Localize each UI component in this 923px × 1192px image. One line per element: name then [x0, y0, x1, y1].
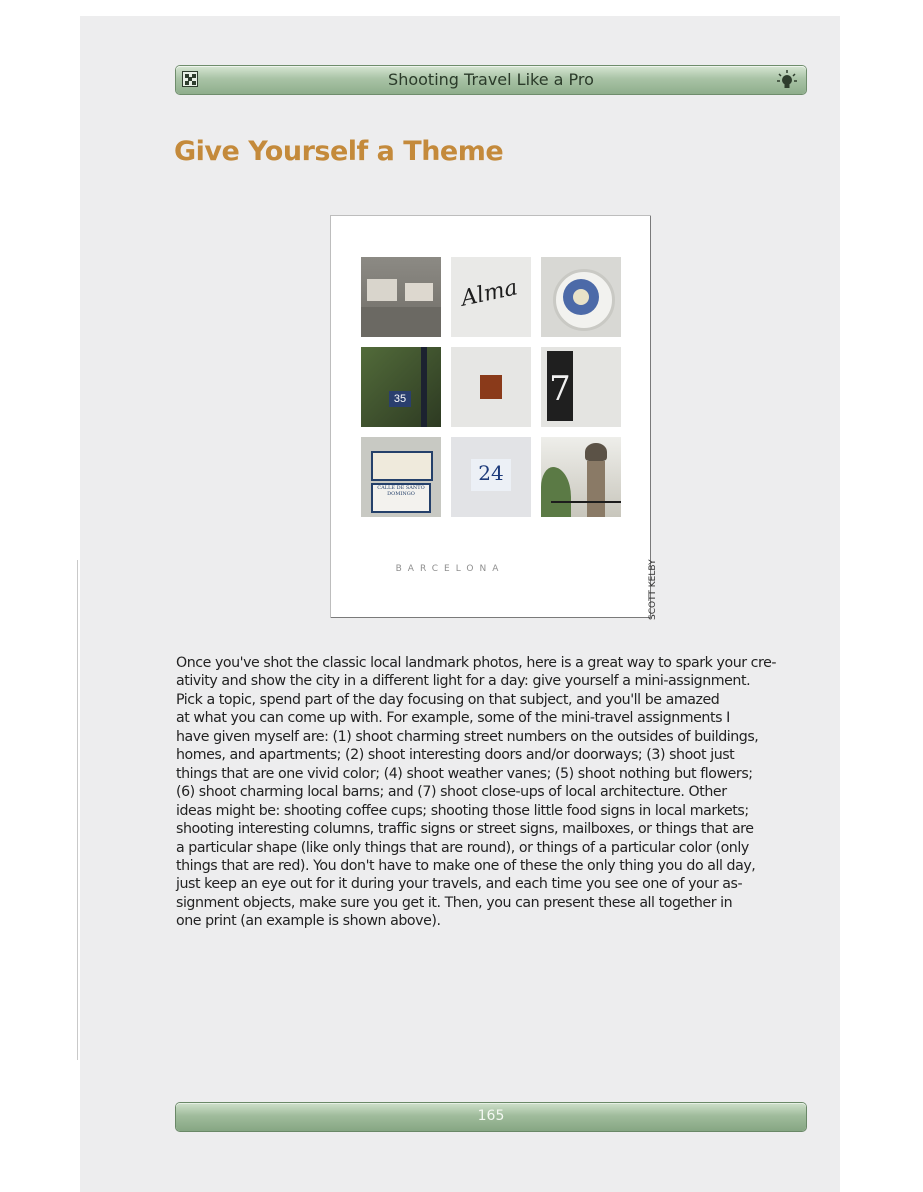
- blue-tile-medallion: [541, 257, 621, 337]
- page-footer-bar: [176, 1103, 806, 1131]
- copper-plaque-tile: [451, 347, 531, 427]
- street-sign-tile: [361, 257, 441, 337]
- urn-gate-tile: [541, 437, 621, 517]
- number-24: 24: [478, 461, 504, 485]
- collage-caption: BARCELONA: [395, 564, 505, 574]
- calle-sign-text: CALLE DE SANTO DOMINGO: [371, 483, 431, 513]
- body-line: Pick a topic, spend part of the day focusing on that subject, and you'll be amazed: [176, 691, 720, 708]
- number-24-tile: [451, 437, 531, 517]
- photo-credit: SCOTT KELBY: [648, 559, 658, 620]
- body-line: signment objects, make sure you get it. Then, you can present these all together in: [176, 894, 733, 911]
- body-line: at what you can come up with. For example, some of the mini-travel assignments I: [176, 710, 730, 727]
- alma-sign-tile: [451, 257, 531, 337]
- collage-border-top: [330, 215, 651, 216]
- lightbulb-icon: [776, 69, 798, 91]
- alma-script-text: Alma: [459, 275, 520, 312]
- chapter-header-bar: [176, 66, 806, 94]
- body-line: ideas might be: shooting coffee cups; shooting those little food signs in local markets;: [176, 802, 749, 819]
- body-line: things that are red). You don't have to make one of these the only thing you do all day,: [176, 857, 756, 874]
- body-line: ativity and show the city in a different light for a day: give yourself a mini-assignment.: [176, 673, 751, 690]
- number-seven: 7: [549, 369, 571, 409]
- page-number: 165: [477, 1108, 505, 1124]
- body-line: shooting interesting columns, traffic signs or street signs, mailboxes, or things that are: [176, 821, 754, 838]
- body-line: just keep an eye out for it during your travels, and each time you see one of your as-: [176, 876, 743, 893]
- chapter-title: Shooting Travel Like a Pro: [388, 70, 594, 89]
- house-number-35: 35: [389, 391, 411, 407]
- collage-border-left: [330, 215, 331, 618]
- body-line: things that are one vivid color; (4) shoot weather vanes; (5) shoot nothing but flowers;: [176, 765, 753, 782]
- body-line: homes, and apartments; (2) shoot interesting doors and/or doorways; (3) shoot just: [176, 747, 735, 764]
- body-line: (6) shoot charming local barns; and (7) shoot close-ups of local architecture. Other: [176, 784, 727, 801]
- ironwork-number-tile: [361, 347, 441, 427]
- body-line: Once you've shot the classic local landmark photos, here is a great way to spark your cre-: [176, 655, 777, 671]
- calle-sign-tile: [361, 437, 441, 517]
- number-seven-tile: [541, 347, 621, 427]
- body-line: have given myself are: (1) shoot charming street numbers on the outsides of buildings,: [176, 728, 759, 745]
- body-paragraph: [176, 654, 816, 931]
- section-title: Give Yourself a Theme: [174, 136, 504, 167]
- page-edge-line: [77, 560, 78, 1060]
- body-line: a particular shape (like only things that are round), or things of a particular color (only: [176, 839, 749, 856]
- body-line: one print (an example is shown above).: [176, 913, 441, 930]
